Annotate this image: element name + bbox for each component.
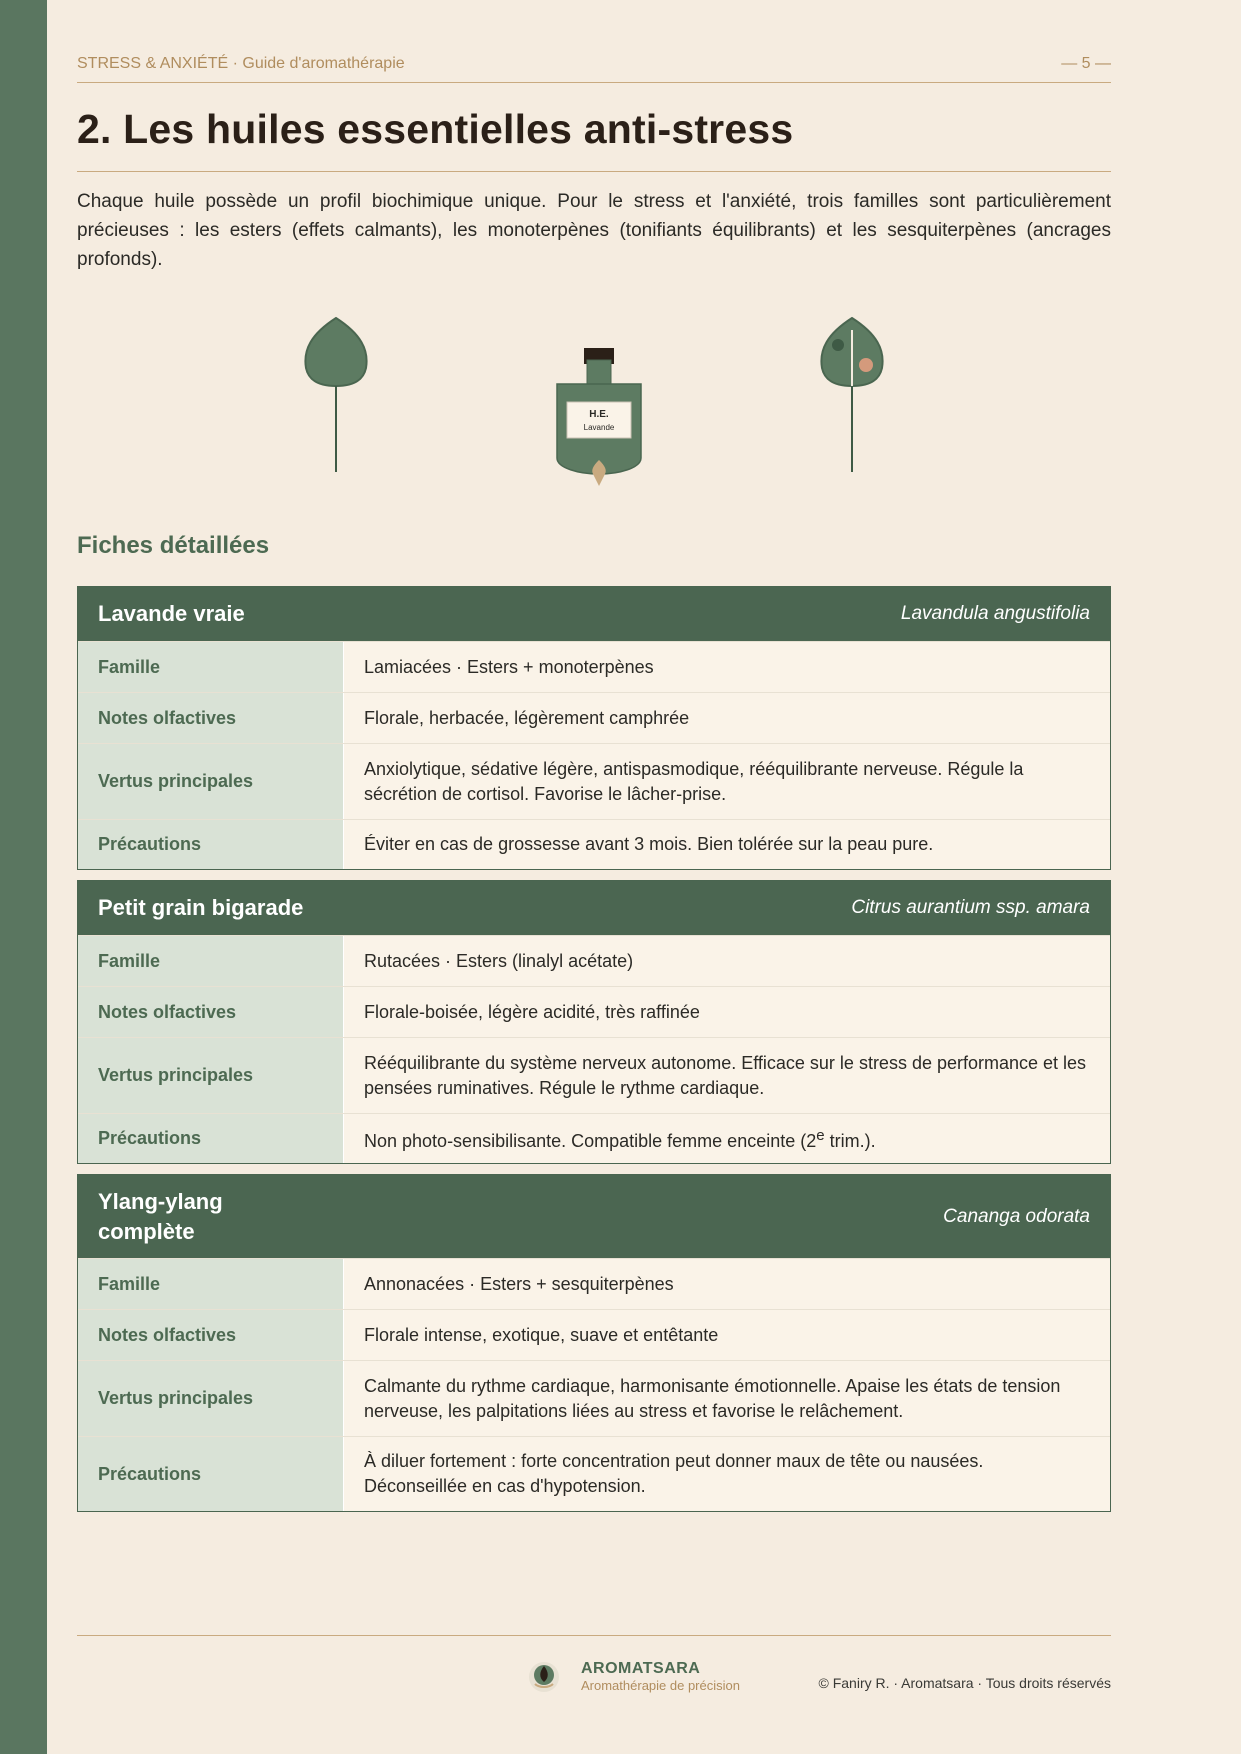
oil-card-petit-grain bbox=[77, 880, 1111, 1164]
row-label: Notes olfactives bbox=[78, 987, 344, 1037]
header-rule bbox=[77, 82, 1111, 83]
leaf-with-drops-icon bbox=[817, 310, 887, 475]
row-label: Vertus principales bbox=[78, 1038, 344, 1113]
row-label: Précautions bbox=[78, 1437, 344, 1511]
row-value: Annonacées · Esters + sesquiterpènes bbox=[364, 1273, 674, 1294]
value-text: Non photo-sensibilisante. Compatible femme enceinte (2 bbox=[364, 1131, 817, 1151]
copyright: © Faniry R. · Aromatsara · Tous droits réservés bbox=[818, 1675, 1111, 1691]
card-row bbox=[78, 743, 1110, 819]
card-row bbox=[78, 1258, 1110, 1309]
row-label: Famille bbox=[78, 936, 344, 986]
oil-card-lavande bbox=[77, 586, 1111, 870]
row-value: Anxiolytique, sédative légère, antispasmodique, rééquilibrante nerveuse. Régule la sécrétion de cortisol. Favorise le lâcher-prise. bbox=[364, 758, 1024, 804]
section-title: Fiches détaillées bbox=[77, 532, 270, 559]
row-value: Florale intense, exotique, suave et entêtante bbox=[364, 1324, 719, 1345]
card-row bbox=[78, 935, 1110, 986]
row-label: Précautions bbox=[78, 1114, 344, 1163]
row-value: Rutacées · Esters (linalyl acétate) bbox=[364, 950, 634, 971]
illustrations bbox=[77, 310, 1111, 490]
oil-latin-name: Lavandula angustifolia bbox=[900, 603, 1090, 624]
card-row bbox=[78, 1309, 1110, 1360]
row-label: Notes olfactives bbox=[78, 1310, 344, 1360]
card-row bbox=[78, 986, 1110, 1037]
brand-logo-icon bbox=[527, 1660, 561, 1694]
intro-paragraph: Chaque huile possède un profil biochimique unique. Pour le stress et l'anxiété, trois familles sont particulièrement précieuses : les esters (effets calmants), les monoterpènes (tonifiants équilibrants) et les sesquiterpènes (ancrages profonds). bbox=[77, 191, 1111, 270]
card-row bbox=[78, 819, 1110, 869]
row-value bbox=[344, 1114, 1110, 1163]
oil-name: Petit grain bigarade bbox=[98, 895, 304, 920]
card-row bbox=[78, 1037, 1110, 1113]
essential-oil-bottle-icon bbox=[549, 310, 649, 490]
page-number: — 5 — bbox=[1061, 55, 1111, 72]
row-value: Éviter en cas de grossesse avant 3 mois. Bien tolérée sur la peau pure. bbox=[364, 834, 934, 854]
card-header bbox=[78, 587, 1110, 641]
brand-text bbox=[581, 1660, 740, 1694]
row-value: Florale, herbacée, légèrement camphrée bbox=[364, 707, 690, 728]
page-title: 2. Les huiles essentielles anti-stress bbox=[77, 106, 794, 152]
footer-brand bbox=[527, 1660, 740, 1694]
brand-name: AROMATSARA bbox=[581, 1660, 701, 1677]
row-label: Famille bbox=[78, 642, 344, 692]
oil-name: Lavande vraie bbox=[98, 601, 245, 626]
running-header bbox=[77, 55, 1111, 73]
leaf-icon bbox=[301, 310, 371, 475]
oil-latin-name: Citrus aurantium ssp. amara bbox=[851, 897, 1090, 918]
oil-name: Ylang-ylang complète bbox=[98, 1188, 223, 1244]
bottle-label-line1: H.E. bbox=[589, 409, 609, 420]
row-value: Florale-boisée, légère acidité, très raffinée bbox=[364, 1001, 700, 1022]
row-value: Calmante du rythme cardiaque, harmonisante émotionnelle. Apaise les états de tension nerveuse, les palpitations liées au stress et favorise le relâchement. bbox=[364, 1375, 1061, 1421]
title-rule bbox=[77, 171, 1111, 172]
row-value: Rééquilibrante du système nerveux autonome. Efficace sur le stress de performance et les pensées ruminatives. Régule le rythme cardiaque. bbox=[364, 1052, 1087, 1098]
row-value: À diluer fortement : forte concentration peut donner maux de tête ou nausées. Déconseillée en cas d'hypotension. bbox=[364, 1451, 984, 1496]
value-text: trim.). bbox=[824, 1131, 876, 1151]
card-row bbox=[78, 1436, 1110, 1511]
card-header bbox=[78, 1175, 1110, 1258]
card-header bbox=[78, 881, 1110, 935]
card-row bbox=[78, 1360, 1110, 1436]
bottle-label-line2: Lavande bbox=[583, 423, 615, 432]
row-label: Notes olfactives bbox=[78, 693, 344, 743]
running-title: STRESS & ANXIÉTÉ · Guide d'aromathérapie bbox=[77, 55, 405, 72]
oil-latin-name: Cananga odorata bbox=[943, 1205, 1090, 1227]
row-label: Famille bbox=[78, 1259, 344, 1309]
row-label: Précautions bbox=[78, 820, 344, 869]
footer-rule bbox=[77, 1635, 1111, 1636]
row-value: Lamiacées · Esters + monoterpènes bbox=[364, 656, 654, 677]
oil-card-ylang-ylang bbox=[77, 1174, 1111, 1512]
card-row bbox=[78, 1113, 1110, 1163]
card-row bbox=[78, 692, 1110, 743]
side-band bbox=[0, 0, 47, 1754]
row-label: Vertus principales bbox=[78, 744, 344, 819]
row-label: Vertus principales bbox=[78, 1361, 344, 1436]
brand-tagline: Aromathérapie de précision bbox=[581, 1678, 740, 1693]
card-row bbox=[78, 641, 1110, 692]
superscript: e bbox=[816, 1127, 825, 1144]
